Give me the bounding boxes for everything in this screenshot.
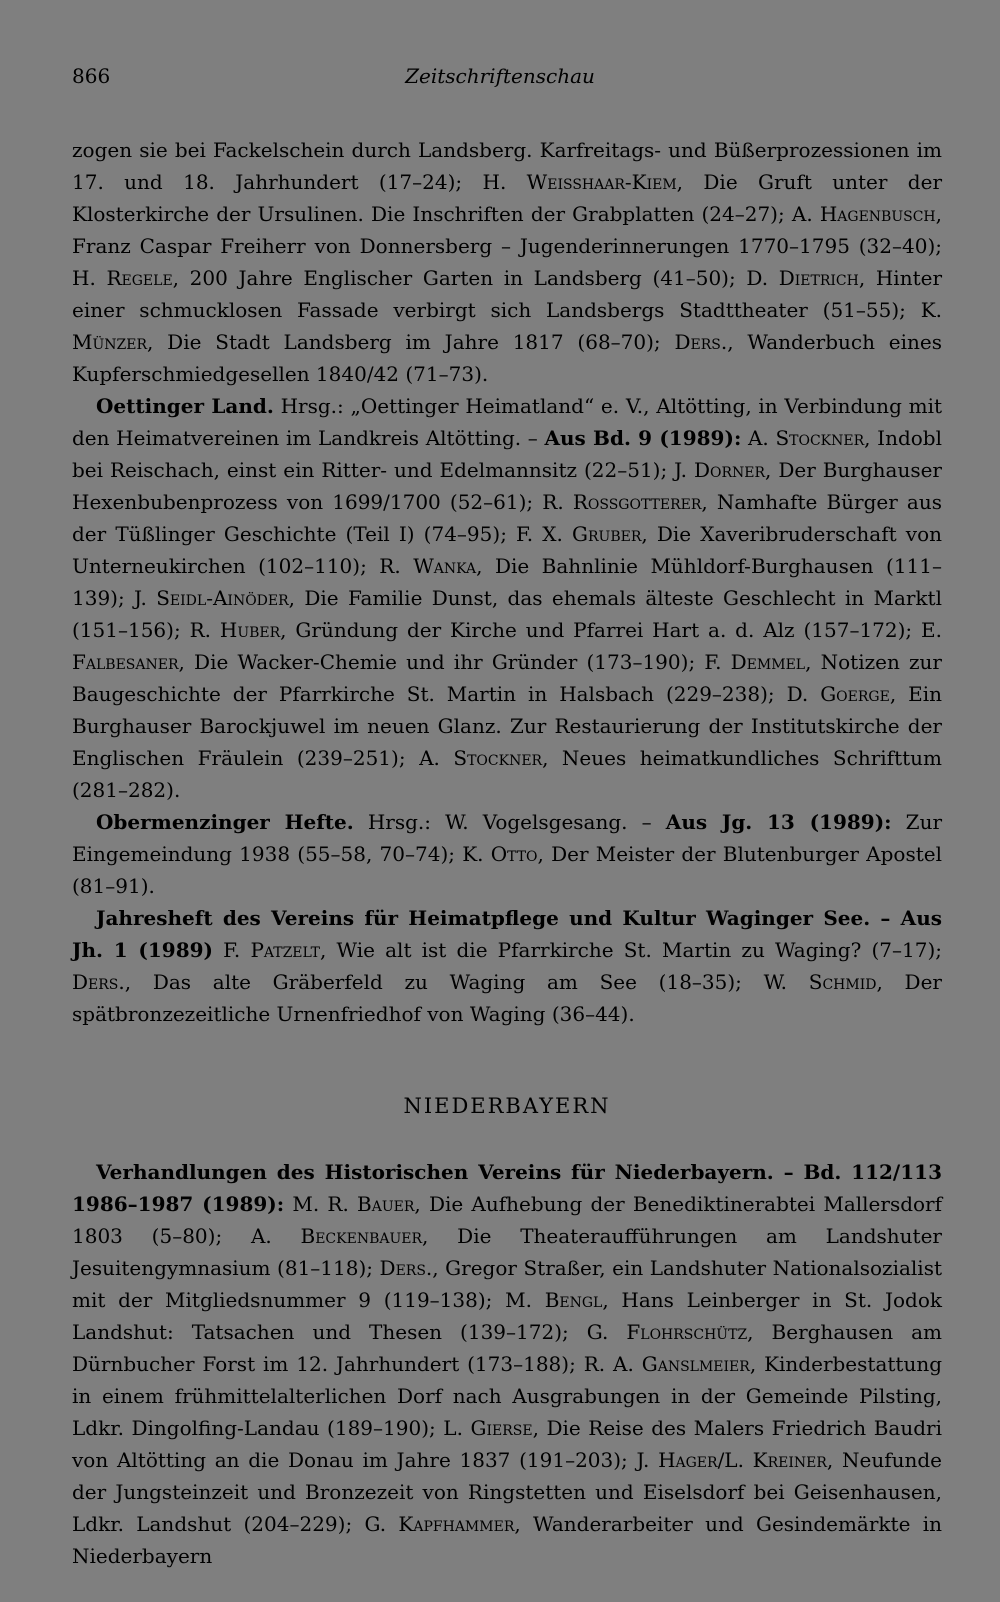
author-name: Beckenbauer — [300, 1224, 423, 1248]
text: , Hans Leinberger in St. Jodok Landshut: Tatsachen und Thesen (139–172); G. — [72, 1288, 943, 1344]
text: , Der Meister der Blutenburger Apostel (81–91). — [72, 842, 942, 898]
entry-oettinger-land — [72, 390, 942, 806]
author-name: Flohrschütz — [626, 1320, 748, 1344]
author-name: Goerge — [820, 682, 890, 706]
journal-title: Obermenzinger Hefte. — [96, 810, 354, 834]
entry-historischer-verein-niederbayern — [72, 1156, 942, 1572]
text: , Neufunde der Jungsteinzeit und Bronzezeit von Ringstetten und Eiselsdorf bei Geisenhausen, Ldkr. Landshut (204–229); G. — [72, 1448, 942, 1536]
text: , Notizen zur Baugeschichte der Pfarrkirche St. Martin in Halsbach (229–238); D. — [72, 650, 942, 706]
author-name: Dorner — [693, 458, 766, 482]
text: , Ein Burghauser Barockjuwel im neuen Glanz. Zur Restaurierung der Institutskirche der Englischen Fräulein (239–251); A. — [72, 682, 942, 770]
text: /L. — [717, 1448, 753, 1472]
text: , Die Aufhebung der Benediktinerabtei Mallersdorf 1803 (5–80); A. — [72, 1192, 943, 1248]
author-name: Schmid — [808, 970, 877, 994]
text: , Berghausen am Dürnbucher Forst im 12. Jahrhundert (173–188); R. A. — [72, 1320, 942, 1376]
author-name: Rossgotterer — [572, 490, 702, 514]
text: , Hinter einer schmucklosen Fassade verbirgt sich Landsbergs Stadttheater (51–55); K. — [72, 266, 943, 322]
text: , Indobl bei Reischach, einst ein Ritter- und Edelmannsitz (22–51); J. — [72, 426, 942, 482]
text: , Das alte Gräberfeld zu Waging am See (18–35); W. — [124, 970, 809, 994]
journal-title: Oettinger Land. — [96, 394, 274, 418]
text: F. — [213, 938, 251, 962]
page-header — [72, 64, 928, 94]
author-name: Gierse — [470, 1416, 533, 1440]
author-name: Weisshaar-Kiem — [526, 170, 677, 194]
entry-obermenzinger-hefte — [72, 806, 942, 902]
volume-label: Aus Bd. 9 (1989): — [544, 426, 742, 450]
text: , Der Burghauser Hexenbubenprozess von 1699/1700 (52–61); R. — [72, 458, 942, 514]
author-name: Regele — [106, 266, 173, 290]
text: , Die Xaveribruderschaft von Unterneukirchen (102–110); R. — [72, 522, 943, 578]
author-name: Seidl-Ainöder — [156, 586, 289, 610]
text: , Die Wacker-Chemie und ihr Gründer (173–190); F. — [178, 650, 731, 674]
text: , Die Reise des Malers Friedrich Baudri von Altötting an die Donau im Jahre 1837 (191–203); J. — [72, 1416, 943, 1472]
author-name: Hagenbusch — [819, 202, 936, 226]
author-name: Demmel — [730, 650, 806, 674]
text: zogen sie bei Fackelschein durch Landsberg. Karfreitags- und Büßerprozessionen im 17. und 18. Jahrhundert (17–24); H. — [72, 138, 942, 194]
entry-waginger-see — [72, 902, 942, 1030]
author-name: Kapfhammer — [398, 1512, 515, 1536]
volume-label: Aus Jg. 13 (1989): — [665, 810, 892, 834]
author-name: Ders. — [674, 330, 728, 354]
text: , Neues heimatkundliches Schrifttum (281–282). — [72, 746, 942, 802]
text: , Wanderarbeiter und Gesindemärkte in Niederbayern — [72, 1512, 942, 1568]
author-name: Stockner — [453, 746, 543, 770]
author-name: Kreiner — [752, 1448, 827, 1472]
author-name: Patzelt — [250, 938, 321, 962]
text: , Gründung der Kirche und Pfarrei Hart a. d. Alz (157–172); E. — [280, 618, 942, 642]
journal-title: Jahresheft des Vereins für Heimatpflege und Kultur Waginger See. – Aus Jh. 1 (1989) — [72, 906, 942, 962]
text: Zur Eingemeindung 1938 (55–58, 70–74); K. — [72, 810, 943, 866]
text: , Wanderbuch eines Kupferschmiedgesellen 1840/42 (71–73). — [72, 330, 942, 386]
text: , Die Gruft unter der Klosterkirche der Ursulinen. Die Inschriften der Grabplatten (24–27); A. — [72, 170, 943, 226]
text: , Gregor Straßer, ein Landshuter Nationalsozialist mit der Mitgliedsnummer 9 (119–138); M. — [72, 1256, 942, 1312]
text: , Die Theateraufführungen am Landshuter Jesuitengymnasium (81–118); — [72, 1224, 942, 1280]
text: , Wie alt ist die Pfarrkirche St. Martin zu Waging? (7–17); — [320, 938, 943, 962]
page-number: 866 — [72, 64, 111, 88]
section-heading: NIEDERBAYERN — [403, 1094, 611, 1118]
author-name: Münzer — [72, 330, 148, 354]
text: , Die Familie Dunst, das ehemals älteste Geschlecht in Marktl (151–156); R. — [72, 586, 942, 642]
text: , 200 Jahre Englischer Garten in Landsberg (41–50); D. — [172, 266, 779, 290]
author-name: Bengl — [544, 1288, 603, 1312]
author-name: Gruber — [572, 522, 642, 546]
text: Hrsg.: „Oettinger Heimatland“ e. V., Altötting, in Verbindung mit den Heimatvereinen im Landkreis Altötting. – — [72, 394, 942, 450]
author-name: Ders. — [72, 970, 125, 994]
text: A. — [741, 426, 776, 450]
text: M. R. — [284, 1192, 358, 1216]
text: , Namhafte Bürger aus der Tüßlinger Geschichte (Teil I) (74–95); F. X. — [72, 490, 943, 546]
author-name: Ganslmeier — [641, 1352, 750, 1376]
author-name: Falbesaner — [72, 650, 179, 674]
paragraph-landsberg-continued — [72, 134, 942, 390]
text: , Kinderbestattung in einem frühmittelalterlichen Dorf nach Ausgrabungen in der Gemeinde Pilsting, Ldkr. Dingolfing-Landau (189–190); L. — [72, 1352, 943, 1440]
author-name: Hager — [658, 1448, 718, 1472]
author-name: Bauer — [357, 1192, 415, 1216]
text: Hrsg.: W. Vogelsgesang. – — [353, 810, 666, 834]
author-name: Otto — [490, 842, 538, 866]
text: , Franz Caspar Freiherr von Donnersberg – Jugenderinnerungen 1770–1795 (32–40); H. — [72, 202, 942, 290]
author-name: Dietrich — [778, 266, 859, 290]
running-title: Zeitschriftenschau — [405, 64, 595, 88]
text: , Die Stadt Landsberg im Jahre 1817 (68–70); — [147, 330, 675, 354]
author-name: Stockner — [775, 426, 865, 450]
author-name: Huber — [219, 618, 281, 642]
text: , Der spätbronzezeitliche Urnenfriedhof von Waging (36–44). — [72, 970, 942, 1026]
journal-title: Verhandlungen des Historischen Vereins für Niederbayern. – Bd. 112/113 1986–1987 (1989): — [72, 1160, 942, 1216]
author-name: Wanka — [413, 554, 477, 578]
text: , Die Bahnlinie Mühldorf-Burghausen (111–139); J. — [72, 554, 942, 610]
page-body — [72, 134, 942, 1572]
author-name: Ders. — [379, 1256, 433, 1280]
